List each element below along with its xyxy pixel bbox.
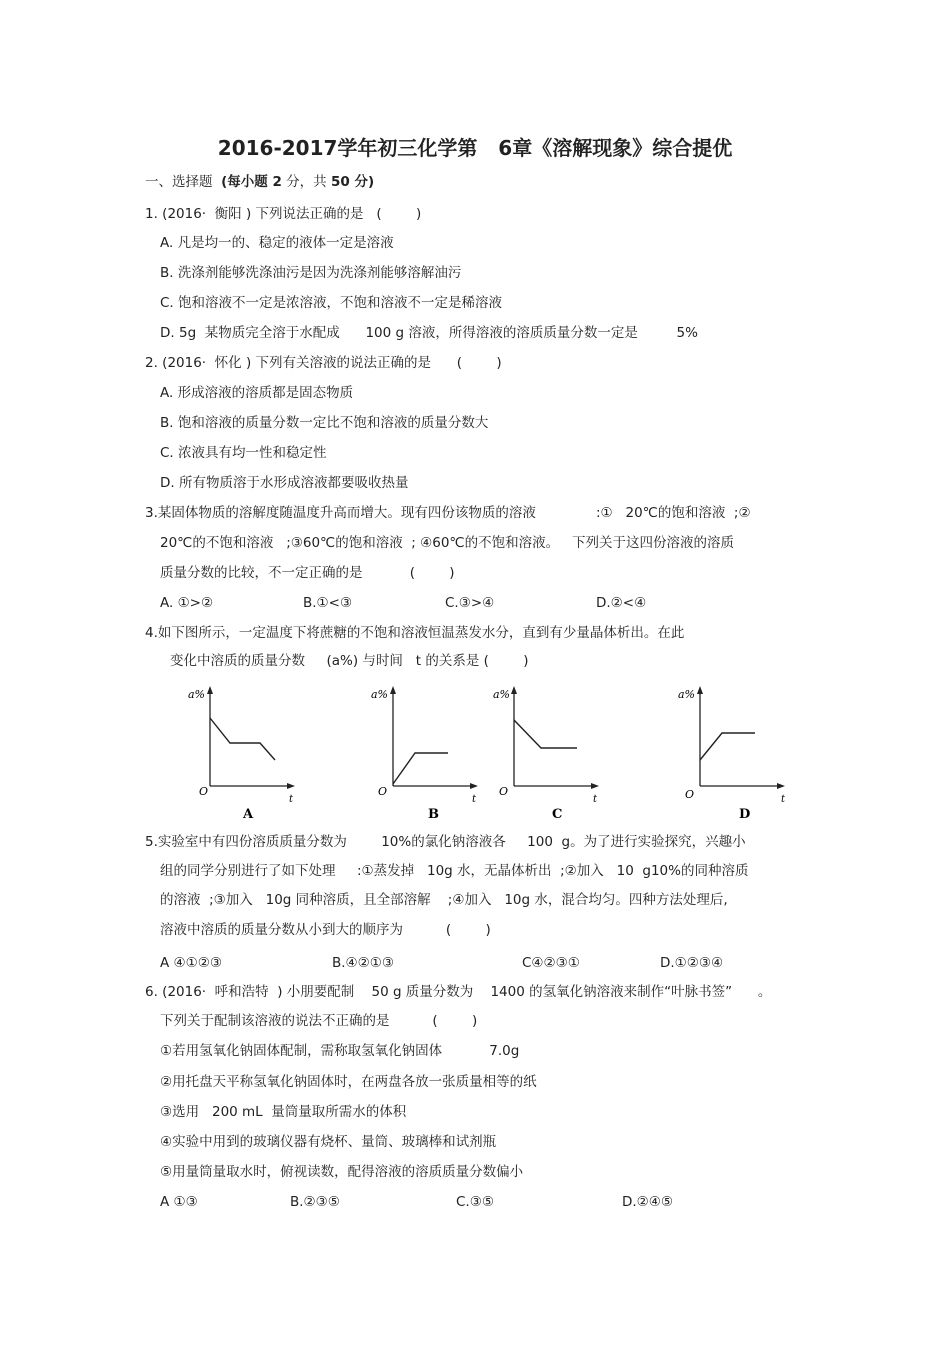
q5-line1: 5.实验室中有四份溶质质量分数为 10%的氯化钠溶液各 100 g。为了进行实验探究，兴趣小 [145, 834, 746, 850]
graph-b [371, 686, 478, 822]
q4-line2: 变化中溶质的质量分数 (a%) 与时间 t 的关系是 ( ) [170, 653, 529, 669]
q6-statement-3: ③选用 200 mL 量筒量取所需水的体积 [160, 1104, 407, 1120]
graph-a-origin: O [199, 785, 209, 798]
q2-stem: 2. (2016· 怀化 ) 下列有关溶液的说法正确的是 ( ) [145, 355, 502, 371]
graph-b-ylabel: a% [371, 688, 389, 701]
q6-option-d: D.②④⑤ [622, 1194, 673, 1210]
q3-line2: 20℃的不饱和溶液 ;③60℃的饱和溶液 ; ④60℃的不饱和溶液。 下列关于这四份溶液的溶质 [160, 535, 734, 551]
graph-b-curve [393, 753, 448, 784]
q5-line3: 的溶液 ;③加入 10g 同种溶质，且全部溶解 ;④加入 10g 水，混合均匀。四种方法处理后, [160, 892, 728, 908]
graph-d-origin: O [685, 788, 695, 801]
q5-option-c: C④②③① [522, 955, 580, 971]
q3-option-b: B.①<③ [303, 595, 353, 611]
graph-c-ylabel: a% [493, 688, 511, 701]
graph-a [188, 686, 295, 822]
q6-line1: 6. (2016· 呼和浩特 ) 小朋要配制 50 g 质量分数为 1400 的氢氧化钠溶液来制作“叶脉书签” 。 [145, 984, 772, 1000]
graph-c-label: C [552, 807, 563, 822]
q1-option-d: D. 5g 某物质完全溶于水配成 100 g 溶液，所得溶液的溶质质量分数一定是 5% [160, 325, 698, 341]
q3-option-a: A. ①>② [160, 595, 214, 611]
graph-d-curve [700, 733, 755, 760]
page-title: 2016-2017学年初三化学第 6章《溶解现象》综合提优 [217, 136, 733, 160]
q6-option-a: A ①③ [160, 1194, 198, 1210]
graph-c-xlabel: t [593, 794, 598, 805]
q6-line2: 下列关于配制该溶液的说法不正确的是 ( ) [160, 1013, 478, 1029]
graph-c [493, 686, 599, 822]
q6-statement-4: ④实验中用到的玻璃仪器有烧杯、量筒、玻璃棒和试剂瓶 [160, 1134, 497, 1150]
q6-statement-5: ⑤用量筒量取水时，俯视读数，配得溶液的溶质质量分数偏小 [160, 1164, 524, 1180]
section-heading: 一、选择题 (每小题 2 分，共 50 分) [145, 174, 375, 190]
q6-option-c: C.③⑤ [456, 1194, 494, 1210]
q4-line1: 4.如下图所示，一定温度下将蔗糖的不饱和溶液恒温蒸发水分，直到有少量晶体析出。在此 [145, 625, 685, 641]
q2-option-c: C. 浓液具有均一性和稳定性 [160, 445, 327, 461]
graph-b-xlabel: t [472, 794, 477, 805]
graph-a-ylabel: a% [188, 688, 206, 701]
q1-stem: 1. (2016· 衡阳 ) 下列说法正确的是 ( ) [145, 206, 422, 222]
q3-line1: 3.某固体物质的溶解度随温度升高而增大。现有四份该物质的溶液 :① 20℃的饱和溶液 ;② [145, 505, 751, 521]
graph-c-curve [514, 720, 577, 748]
q3-option-c: C.③>④ [445, 595, 495, 611]
q6-statement-1: ①若用氢氧化钠固体配制，需称取氢氧化钠固体 7.0g [160, 1043, 520, 1059]
graph-d-xlabel: t [781, 794, 786, 805]
q1-option-a: A. 凡是均一的、稳定的液体一定是溶液 [160, 235, 394, 251]
graph-b-label: B [428, 807, 439, 822]
q1-option-b: B. 洗涤剂能够洗涤油污是因为洗涤剂能够溶解油污 [160, 265, 462, 281]
graph-b-origin: O [378, 785, 388, 798]
graph-d-label: D [739, 807, 751, 822]
q5-option-d: D.①②③④ [660, 955, 724, 971]
q5-option-a: A ④①②③ [160, 955, 222, 971]
q2-option-a: A. 形成溶液的溶质都是固态物质 [160, 385, 354, 401]
q1-option-c: C. 饱和溶液不一定是浓溶液，不饱和溶液不一定是稀溶液 [160, 295, 503, 311]
graph-a-label: A [243, 807, 254, 822]
q2-option-d: D. 所有物质溶于水形成溶液都要吸收热量 [160, 475, 409, 491]
q5-line2: 组的同学分别进行了如下处理 :①蒸发掉 10g 水，无晶体析出 ;②加入 10 g10%的同种溶质 [160, 863, 749, 879]
graph-c-origin: O [499, 785, 509, 798]
graph-a-curve [210, 718, 275, 760]
q3-line3: 质量分数的比较，不一定正确的是 ( ) [160, 565, 455, 581]
graph-d [678, 686, 786, 822]
q3-option-d: D.②<④ [596, 595, 647, 611]
graph-a-xlabel: t [289, 794, 294, 805]
q5-line4: 溶液中溶质的质量分数从小到大的顺序为 ( ) [160, 922, 491, 938]
graph-d-ylabel: a% [678, 688, 696, 701]
q6-statement-2: ②用托盘天平称氢氧化钠固体时，在两盘各放一张质量相等的纸 [160, 1074, 537, 1090]
q6-option-b: B.②③⑤ [290, 1194, 340, 1210]
q5-option-b: B.④②①③ [332, 955, 394, 971]
q4-graphs [185, 678, 805, 828]
q2-option-b: B. 饱和溶液的质量分数一定比不饱和溶液的质量分数大 [160, 415, 489, 431]
